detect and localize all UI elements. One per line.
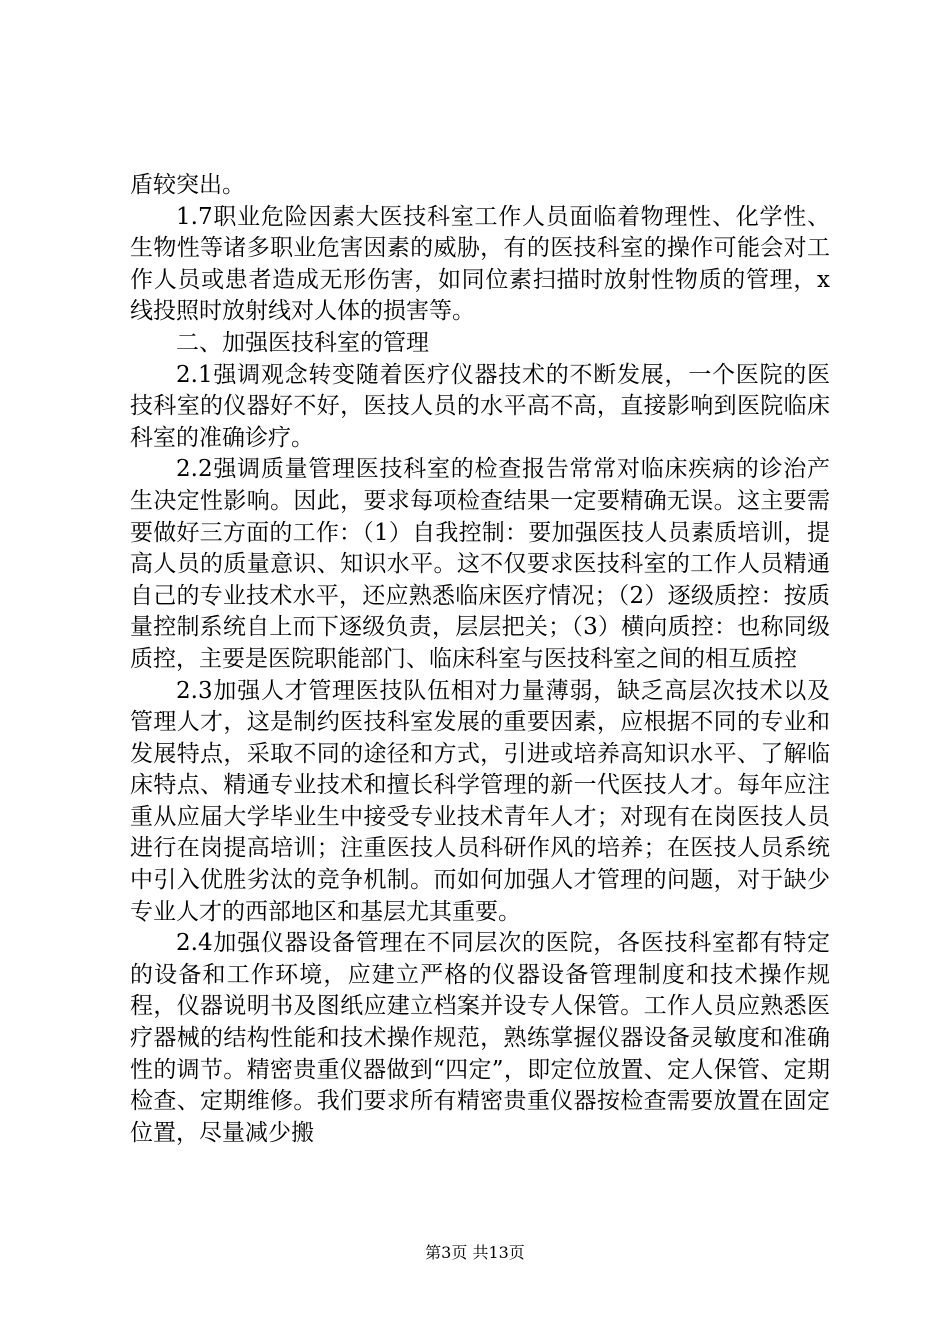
paragraph-2-3-talent-management: 2.3加强人才管理医技队伍相对力量薄弱，缺乏高层次技术以及管理人才，这是制约医技科室发展的重要因素，应根据不同的专业和发展特点，采取不同的途径和方式，引进或培养高知识水平、了解临床特点、精通专业技术和擅长科学管理的新一代医技人才。每年应注重从应届大学毕业生中接受专业技术青年人才；对现有在岗医技人员进行在岗提高培训；注重医技人员科研作风的培养；在医技人员系统中引入优胜劣汰的竞争机制。而如何加强人才管理的问题，对于缺少专业人才的西部地区和基层尤其重要。 [130, 677, 830, 925]
page-footer [0, 1243, 950, 1263]
paragraph-2-4-equipment-management: 2.4加强仪器设备管理在不同层次的医院，各医技科室都有特定的设备和工作环境，应建立严格的仪器设备管理制度和技术操作规程，仪器说明书及图纸应建立档案并设专人保管。工作人员应熟悉医疗器械的结构性能和技术操作规范，熟练掌握仪器设备灵敏度和准确性的调节。精密贵重仪器做到“四定”，即定位放置、定人保管、定期检查、定期维修。我们要求所有精密贵重仪器按检查需要放置在固定位置，尽量减少搬 [130, 930, 830, 1146]
paragraph-1-7-occupational-risk: 1.7职业危险因素大医技科室工作人员面临着物理性、化学性、生物性等诸多职业危害因素的威胁，有的医技科室的操作可能会对工作人员或患者造成无形伤害，如同位素扫描时放射性物质的管理，x线投照时放射线对人体的损害等。 [130, 203, 830, 325]
paragraph-continuation: 盾较突出。 [130, 172, 245, 198]
section-heading-strengthen-management: 二、加强医技科室的管理 [176, 329, 429, 356]
paragraph-2-1-concept-change: 2.1强调观念转变随着医疗仪器技术的不断发展，一个医院的医技科室的仪器好不好，医技人员的水平高不高，直接影响到医院临床科室的准确诊疗。 [130, 361, 830, 451]
page-number-label: 第3页 共13页 [425, 1243, 525, 1262]
paragraph-2-2-quality-management: 2.2强调质量管理医技科室的检查报告常常对临床疾病的诊治产生决定性影响。因此，要求每项检查结果一定要精确无误。这主要需要做好三方面的工作：（1）自我控制：要加强医技人员素质培训，提高人员的质量意识、知识水平。这不仅要求医技科室的工作人员精通自己的专业技术水平，还应熟悉临床医疗情况；（2）逐级质控：按质量控制系统自上而下逐级负责，层层把关；（3）横向质控：也称同级质控，主要是医院职能部门、临床科室与医技科室之间的相互质控 [130, 456, 830, 672]
document-body [130, 170, 830, 1149]
